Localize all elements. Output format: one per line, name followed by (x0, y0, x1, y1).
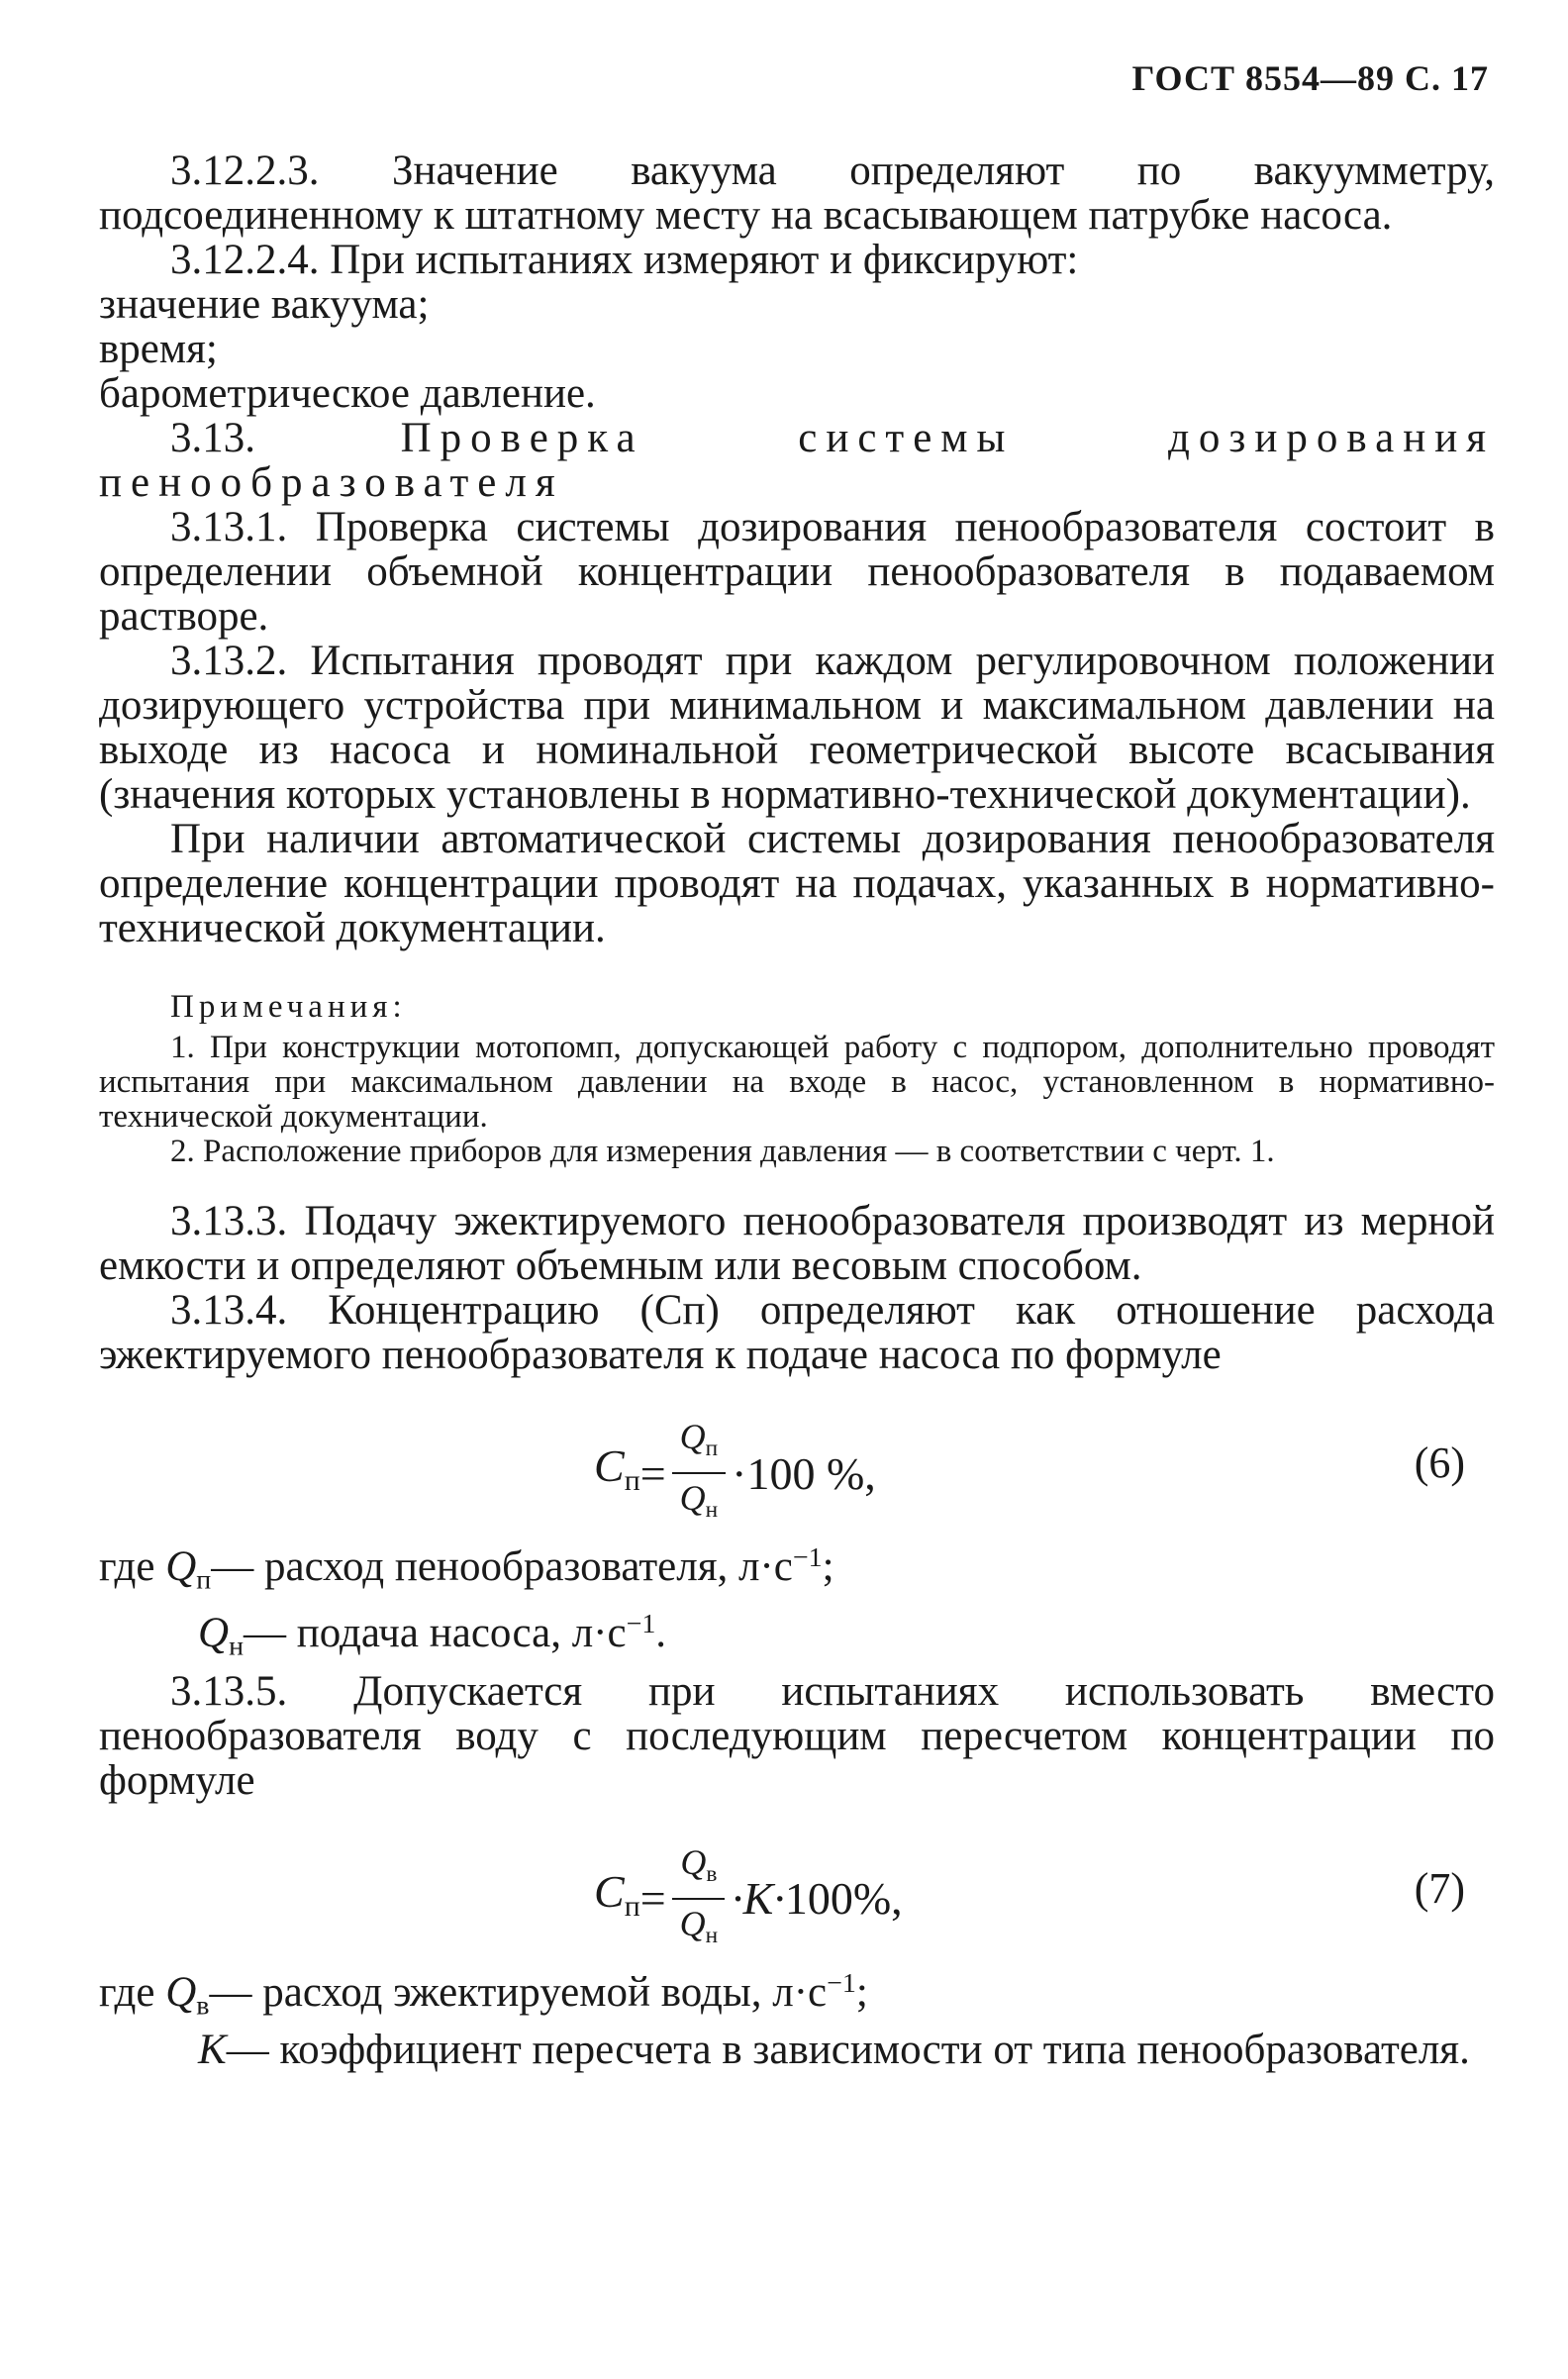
note-2: 2. Расположение приборов для измерения давления — в соответствии с черт. 1. (170, 1134, 1275, 1169)
formula-tail: ·100 %, (732, 1447, 876, 1499)
formula-equals: = (639, 1873, 666, 1925)
section-3-13-heading (99, 416, 1495, 505)
list-item: время; (99, 326, 218, 372)
notes-block (99, 990, 1495, 1169)
section-title: Проверка системы дозирования пенообразователя (99, 415, 1495, 506)
paragraph-3-13-3: 3.13.3. Подачу эжектируемого пенообразователя производят из мерной емкости и определяют объемным или весовым способом. (99, 1198, 1495, 1289)
list-item: барометрическое давление. (99, 370, 596, 417)
formula-6-legend-2: $Q_н—$ подача насоса, $л\cdot с^{-1}$. (198, 1609, 667, 1662)
formula-number: (7) (1414, 1863, 1465, 1913)
formula-number: (6) (1414, 1438, 1465, 1487)
formula-denominator: $Q_н$ (679, 1478, 719, 1524)
paragraph-auto-dosing: При наличии автоматической системы дозирования пенообразователя определение концентрации проводят на подачах, указанных в нормативно-технической документации. (99, 816, 1495, 951)
formula-coefficient: ·K· (732, 1873, 785, 1925)
formula-lhs: $C_п$ (594, 1865, 640, 1923)
document-body (99, 149, 1495, 2072)
section-number: 3.13. (170, 415, 255, 461)
paragraph-3-12-2-4: 3.12.2.4. При испытаниях измеряют и фиксируют: (170, 237, 1079, 283)
formula-6-legend-1: где $Q_п—$ расход пенообразователя, $л\cdot с^{-1}$; (99, 1542, 834, 1596)
note-1: 1. При конструкции мотопомп, допускающей работу с подпором, дополнительно проводят испытания при максимальном давлении на входе в насос, установленном в нормативно-технической документации. (99, 1030, 1495, 1135)
formula-tail: 100%, (784, 1873, 903, 1925)
formula-numerator: $Q_в$ (672, 1840, 725, 1900)
formula-7-legend-1: где $Q_в—$ расход эжектируемой воды, $л\cdot с^{-1}$; (99, 1967, 868, 2022)
notes-title: Примечания: (170, 989, 407, 1025)
list-item: значение вакуума; (99, 281, 430, 328)
paragraph-3-13-5: 3.13.5. Допускается при испытаниях использовать вместо пенообразователя воду с последующим пересчетом концентрации по формуле (99, 1667, 1495, 1804)
formula-6 (99, 1387, 1495, 1536)
formula-7 (99, 1813, 1495, 1961)
formula-equals: = (639, 1447, 666, 1499)
formula-denominator: $Q_н$ (679, 1903, 719, 1948)
formula-fraction (672, 1840, 727, 1957)
paragraph-3-12-2-3: 3.12.2.3. Значение вакуума определяют по вакуумметру, подсоединенному к штатному месту на всасывающем патрубке насоса. (99, 148, 1495, 239)
paragraph-3-13-4: 3.13.4. Концентрацию (Сп) определяют как отношение расхода эжектируемого пенообразователя к подаче насоса по формуле (99, 1287, 1495, 1378)
formula-7-legend-2: K— коэффициент пересчета в зависимости от типа пенообразователя. (198, 2027, 1470, 2074)
formula-lhs: $C_п$ (594, 1440, 640, 1497)
formula-numerator: $Q_п$ (672, 1415, 727, 1474)
paragraph-3-13-2: 3.13.2. Испытания проводят при каждом регулировочном положении дозирующего устройства при минимальном и максимальном давлении на выходе из насоса и номинальной геометрической высоте всасывания (значения которых установлены в нормативно-технической документации). (99, 638, 1495, 818)
page-header: ГОСТ 8554—89 С. 17 (1131, 58, 1489, 98)
paragraph-3-13-1: 3.13.1. Проверка системы дозирования пенообразователя состоит в определении объемной концентрации пенообразователя в подаваемом растворе. (99, 504, 1495, 640)
formula-fraction (672, 1415, 727, 1532)
